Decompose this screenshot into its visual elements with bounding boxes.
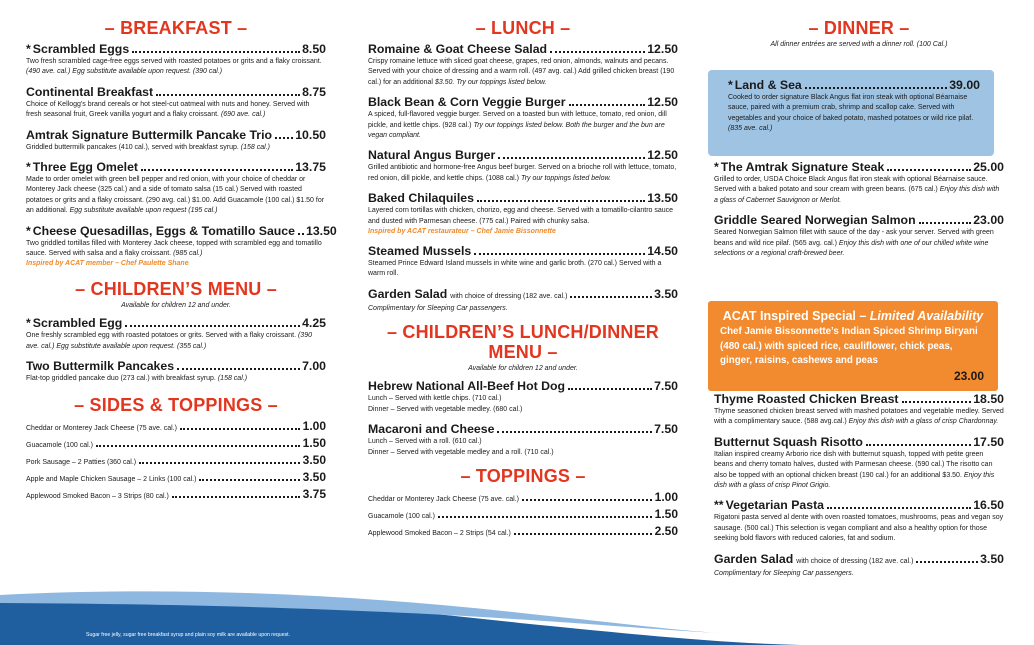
- star-marker: *: [26, 316, 31, 331]
- item-desc: Rigatoni pasta served al dente with oven roasted tomatoes, mushrooms, peas and vegan soy sausage. (500 cal.) This selection is vegan compliant and also a healthy option for those seeking bold flavors with reduced calories, fat and sodium.: [714, 514, 1004, 543]
- item-desc: Italian inspired creamy Arborio rice dish with butternut squash, topped with petite green beans and cherry tomato halves, dusted with Parmesan cheese. (590 cal.) The risotto can also be topped with an optional chicken breast (190 cal.) for an additional $3.50. Enjoy this dish with a glass of crisp Pinot Grigio.: [714, 450, 995, 490]
- item-name: Thyme Roasted Chicken Breast: [714, 392, 899, 406]
- item-name: Griddle Seared Norwegian Salmon: [714, 213, 916, 228]
- side-row: Apple and Maple Chicken Sausage – 2 Links (100 cal.) 3.50: [26, 469, 326, 484]
- menu-item: [368, 244, 678, 280]
- item-desc: Steamed Prince Edward Island mussels in white wine and garlic broth. (270 cal.) Served with a warm roll.: [368, 260, 662, 278]
- children-title: – CHILDREN’S MENU –: [75, 279, 277, 300]
- item-sub: with choice of dressing (182 ave. cal.): [796, 557, 914, 565]
- item-name: Vegetarian Pasta: [725, 498, 825, 513]
- acat-note: Inspired by ACAT restaurateur – Chef Jamie Bissonnette: [368, 228, 556, 236]
- star-marker: *: [714, 160, 719, 174]
- item-name: Amtrak Signature Buttermilk Pancake Trio: [26, 127, 273, 142]
- dinner-column: [714, 18, 1004, 577]
- item-name: Black Bean & Corn Veggie Burger: [368, 95, 566, 110]
- item-desc: Dinner – Served with vegetable medley and a roll. (710 cal.): [368, 448, 554, 456]
- menu-item: [714, 213, 1004, 259]
- item-name: Three Egg Omelet: [32, 160, 139, 175]
- item-desc: Thyme seasoned chicken breast served with mashed potatoes and vegetable medley. Served with a complimentary sauce. (588 avg.cal.) Enjoy this dish with a glass of crisp Chardonnay.: [714, 408, 1004, 426]
- lunch-column: [368, 18, 678, 541]
- item-name: The Amtrak Signature Steak: [720, 160, 885, 174]
- item-name: Steamed Mussels: [368, 244, 472, 259]
- menu-item: [368, 379, 678, 415]
- item-desc: Cooked to order signature Black Angus flat iron steak with optional Béarnaise sauce, paired with a premium crab, shrimp and scallop cake. Served with vegetables and your choice of baked potato, mashed potatoes or wild rice pilaf. (835 ave. cal.): [728, 94, 974, 133]
- menu-item: [368, 422, 678, 458]
- land-sea-box: [708, 70, 994, 156]
- footer-note: Sugar free jelly, sugar free breakfast syrup and plain soy milk are available upon request.: [86, 632, 291, 638]
- item-name: Natural Angus Burger: [368, 148, 496, 163]
- breakfast-title: – BREAKFAST –: [104, 18, 248, 38]
- item-name: Baked Chilaquiles: [368, 191, 474, 206]
- item-price: 8.50: [302, 42, 326, 56]
- item-name: Scrambled Egg: [32, 316, 123, 331]
- star-marker: *: [728, 78, 733, 92]
- item-price: 10.50: [295, 127, 326, 142]
- item-name: Romaine & Goat Cheese Salad: [368, 42, 548, 56]
- item-price: 13.50: [306, 223, 337, 238]
- menu-item: [368, 95, 678, 141]
- item-price: 39.00: [949, 78, 980, 92]
- item-price: 17.50: [973, 434, 1004, 449]
- item-desc: Lunch – Served with a roll. (610 cal.): [368, 438, 482, 446]
- item-desc: Griddled buttermilk pancakes (410 cal.), served with breakfast syrup. (158 cal.): [26, 143, 270, 151]
- item-price: 4.25: [302, 316, 326, 331]
- item-desc: Grilled to order, USDA Choice Black Angus flat iron steak with optional Béarnaise sauce. Served with a baked potato and sour cream with green beans. (675 cal.) Enjoy this dish with a glass of Cabernet Sauvignon or Merlot.: [714, 176, 1000, 204]
- item-price: 12.50: [647, 95, 678, 110]
- item-price: 16.50: [973, 498, 1004, 513]
- item-desc: Seared Norwegian Salmon fillet with sauce of the day - ask your server. Served with green beans and wild rice pilaf. (565 avg. cal.) Enjoy this dish with one of our chilled white wine selections or a regional craft-brewed beer.: [714, 229, 994, 258]
- side-row: Guacamole (100 cal.) 1.50: [26, 435, 326, 450]
- menu-item: [714, 498, 1004, 544]
- item-desc: Choice of Kellogg’s brand cereals or hot steel-cut oatmeal with nuts and honey. Served with fresh seasonal fruit, Greek vanilla yogurt and a flaky croissant. (690 ave. cal.): [26, 100, 310, 119]
- menu-item: [26, 85, 326, 121]
- item-name: Butternut Squash Risotto: [714, 434, 863, 449]
- dinner-title: – DINNER –: [808, 18, 910, 38]
- menu-item: [714, 435, 1004, 492]
- menu-item: [368, 42, 678, 88]
- item-name: Garden Salad: [368, 286, 448, 301]
- item-desc: One freshly scrambled egg with roasted potatoes or grits. Served with a flaky croissant. (390 ave. cal.) Egg substitute available upon request. (355 cal.): [26, 332, 312, 350]
- item-price: 7.50: [654, 422, 678, 437]
- children-lunch-title: – CHILDREN’S LUNCH/DINNER MENU –: [386, 322, 659, 363]
- children-note: Available for children 12 and under.: [121, 302, 231, 310]
- menu-item: [26, 128, 326, 153]
- acat-title: ACAT Inspired Special – Limited Availability: [722, 309, 984, 323]
- breakfast-column: [26, 18, 337, 504]
- item-sub: with choice of dressing (182 ave. cal.): [450, 292, 568, 300]
- item-name: Cheese Quesadillas, Eggs & Tomatillo Sauce: [32, 223, 295, 238]
- item-desc: Crispy romaine lettuce with sliced goat cheese, grapes, red onion, almonds, walnuts and pecans. Served with your choice of dressing and a warm roll. (497 avg. cal.) Add grilled chicken breast (190 cal.) for an additional $3.50. Try our toppings listed below.: [368, 58, 675, 86]
- menu-item: [26, 42, 326, 78]
- menu-item: [714, 392, 1004, 428]
- sides-title: – SIDES & TOPPINGS –: [74, 394, 278, 415]
- item-price: 12.50: [647, 148, 678, 163]
- item-price: 3.50: [654, 286, 678, 301]
- item-desc: Dinner – Served with vegetable medley. (680 cal.): [368, 405, 523, 413]
- menu-item: [368, 191, 678, 237]
- item-desc: Two fresh scrambled cage-free eggs served with roasted potatoes or grits and a flaky croissant. (490 ave. cal.) Egg substitute available upon request. (390 cal.): [26, 58, 322, 76]
- item-price: 23.00: [973, 213, 1004, 228]
- topping-row: Cheddar or Monterey Jack Cheese (75 ave. cal.) 1.00: [368, 489, 678, 504]
- topping-row: Applewood Smoked Bacon – 2 Strips (54 cal.) 2.50: [368, 523, 678, 538]
- side-row: Pork Sausage – 2 Patties (360 cal.) 3.50: [26, 452, 326, 467]
- item-desc: Complimentary for Sleeping Car passengers.: [714, 569, 854, 577]
- item-price: 25.00: [973, 160, 1004, 174]
- item-price: 18.50: [973, 392, 1004, 406]
- star-marker: **: [714, 498, 724, 513]
- star-marker: *: [26, 42, 31, 56]
- item-desc: Layered corn tortillas with chicken, chorizo, egg and cheese. Served with a tomatillo-cilantro sauce and dusted with Parmesan cheese. (775 cal.) Paired with chunky salsa.: [368, 207, 674, 225]
- item-price: 7.00: [302, 359, 326, 374]
- menu-item: [368, 287, 678, 314]
- dinner-note: All dinner entrées are served with a dinner roll. (100 Cal.): [770, 41, 948, 48]
- side-row: Cheddar or Monterey Jack Cheese (75 ave. cal.) 1.00: [26, 418, 326, 433]
- acat-text: Chef Jamie Bissonnette’s Indian Spiced Shrimp Biryani (480 cal.) with spiced rice, cauliflower, chick peas, ginger, raisins, cashews and peas: [720, 326, 978, 366]
- item-name: Hebrew National All-Beef Hot Dog: [368, 379, 565, 394]
- item-price: 12.50: [647, 42, 678, 56]
- toppings-title: – TOPPINGS –: [460, 465, 586, 486]
- children-lunch-note: Available for children 12 and under.: [468, 365, 578, 373]
- item-desc: Flat-top griddled pancake duo (273 cal.) with breakfast syrup. (158 cal.): [26, 375, 248, 383]
- acat-note: Inspired by ACAT member – Chef Paulette Shane: [26, 260, 189, 268]
- item-name: Two Buttermilk Pancakes: [26, 359, 175, 374]
- menu-item: [714, 160, 1004, 206]
- side-row: Applewood Smoked Bacon – 3 Strips (80 cal.) 3.75: [26, 486, 326, 501]
- item-name: Scrambled Eggs: [32, 42, 130, 56]
- lunch-title: – LUNCH –: [475, 18, 571, 38]
- item-name: Macaroni and Cheese: [368, 422, 495, 437]
- menu-item: [26, 223, 337, 270]
- topping-row: Guacamole (100 cal.) 1.50: [368, 506, 678, 521]
- item-price: 13.50: [647, 191, 678, 206]
- item-price: 8.75: [302, 84, 326, 99]
- menu-item: [26, 359, 326, 384]
- star-marker: *: [26, 223, 31, 238]
- item-desc: Complimentary for Sleeping Car passengers.: [368, 304, 508, 312]
- item-desc: Two griddled tortillas filled with Monterey Jack cheese, topped with scrambled egg and tomatillo sauce. Served with salsa and a flaky croissant. (985 cal.): [26, 239, 322, 258]
- item-price: 7.50: [654, 379, 678, 394]
- item-price: 14.50: [647, 244, 678, 259]
- item-desc: Grilled antibiotic and hormone-free Angus beef burger. Served on a brioche roll with lettuce, tomato, red onion, dill pickle, and kettle chips. (1088 cal.) Try our toppings listed below.: [368, 164, 677, 182]
- acat-price: 23.00: [953, 369, 984, 383]
- item-desc: Made to order omelet with green bell pepper and red onion, with your choice of cheddar or Monterey Jack cheese (325 cal.) and a side of tomato salsa (15 cal.) Served with roasted potatoes or grits and a flaky croissant. (290 avg. cal.) $1.00. Add Guacamole (100 cal.) $1.50 for an additional. Egg substitute available upon request (195 cal.): [26, 176, 325, 215]
- item-name: Garden Salad: [714, 551, 794, 566]
- item-price: 13.75: [295, 160, 326, 175]
- menu-item: [26, 160, 326, 217]
- item-desc: A spiced, full-flavored veggie burger. Served on a toasted bun with lettuce, tomato, red onion, dill pickle, and kettle chips. (928 cal.) Try our toppings listed below. Both the burger and the bun are vegan compliant.: [368, 111, 667, 140]
- item-price: 3.50: [980, 551, 1004, 566]
- menu-item: [26, 316, 326, 352]
- menu-item: [368, 148, 678, 184]
- item-name: Continental Breakfast: [26, 84, 154, 99]
- menu-item: [714, 552, 1004, 579]
- acat-special-box: [708, 301, 998, 391]
- star-marker: *: [26, 160, 31, 175]
- item-desc: Lunch – Served with kettle chips. (710 cal.): [368, 395, 502, 403]
- item-name: Land & Sea: [734, 78, 802, 92]
